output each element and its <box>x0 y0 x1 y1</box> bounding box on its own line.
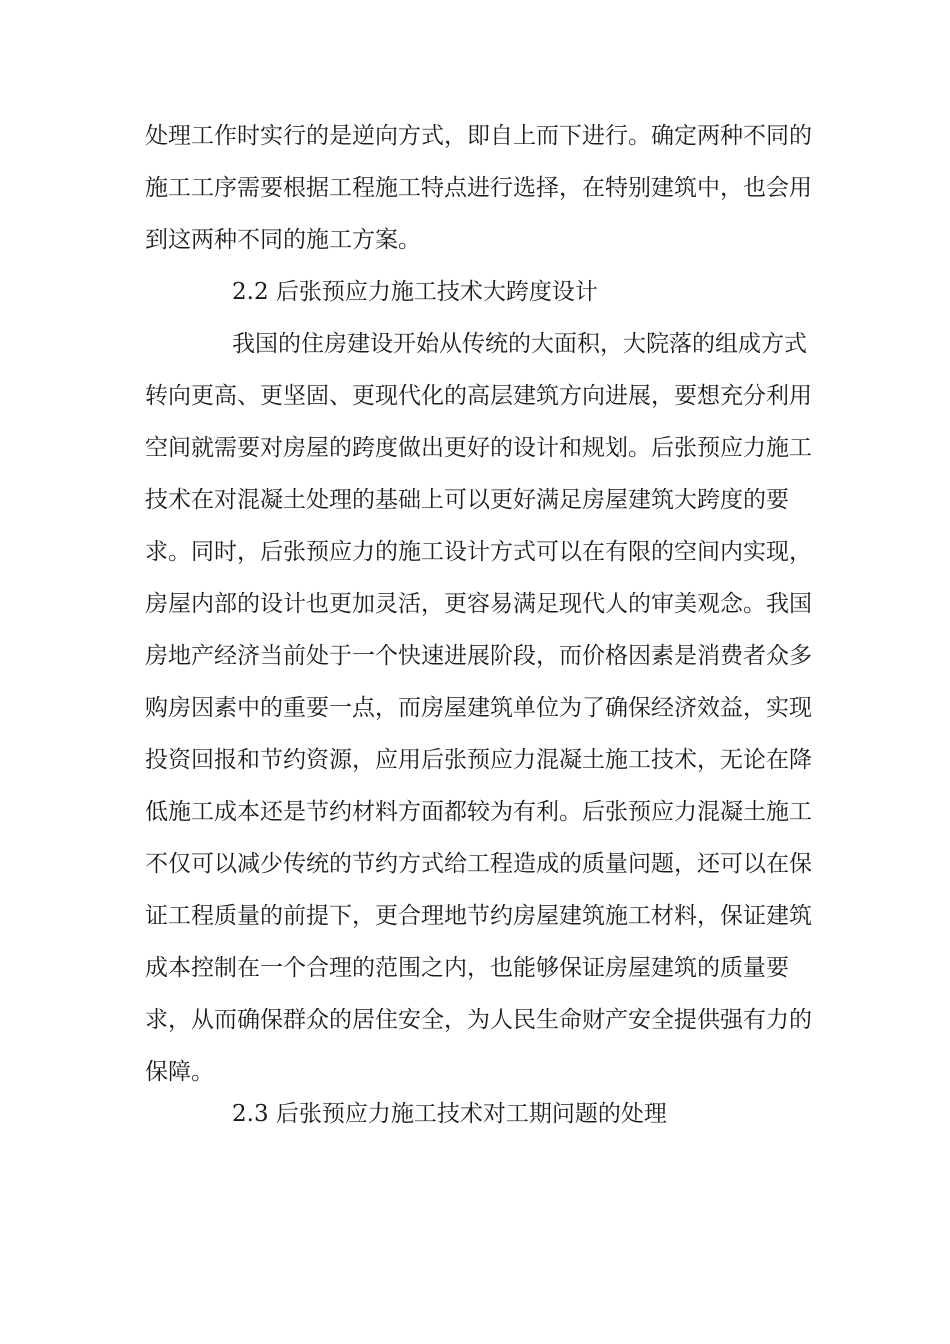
paragraph-line: 技术在对混凝土处理的基础上可以更好满足房屋建筑大跨度的要 <box>145 487 789 513</box>
paragraph-line: 求。同时，后张预应力的施工设计方式可以在有限的空间内实现， <box>145 539 812 565</box>
paragraph-line: 保障。 <box>145 1059 214 1085</box>
paragraph-line: 到这两种不同的施工方案。 <box>145 227 421 253</box>
paragraph-line: 空间就需要对房屋的跨度做出更好的设计和规划。后张预应力施工 <box>145 435 812 461</box>
paragraph-line: 施工工序需要根据工程施工特点进行选择，在特别建筑中，也会用 <box>145 175 812 201</box>
section-heading-2-3: 2.3 后张预应力施工技术对工期问题的处理 <box>232 1101 667 1127</box>
paragraph-line: 房地产经济当前处于一个快速进展阶段，而价格因素是消费者众多 <box>145 643 812 669</box>
paragraph-line: 转向更高、更坚固、更现代化的高层建筑方向进展，要想充分利用 <box>145 383 812 409</box>
paragraph-line: 不仅可以减少传统的节约方式给工程造成的质量问题，还可以在保 <box>145 851 812 877</box>
paragraph-line: 投资回报和节约资源，应用后张预应力混凝土施工技术，无论在降 <box>145 747 812 773</box>
paragraph-line: 低施工成本还是节约材料方面都较为有利。后张预应力混凝土施工 <box>145 799 812 825</box>
section-2-2-paragraph <box>145 318 812 1098</box>
paragraph-line: 购房因素中的重要一点，而房屋建筑单位为了确保经济效益，实现 <box>145 695 812 721</box>
paragraph-line: 证工程质量的前提下，更合理地节约房屋建筑施工材料，保证建筑 <box>145 903 812 929</box>
paragraph-line: 成本控制在一个合理的范围之内，也能够保证房屋建筑的质量要 <box>145 955 789 981</box>
paragraph-line: 处理工作时实行的是逆向方式，即自上而下进行。确定两种不同的 <box>145 123 812 149</box>
intro-paragraph <box>145 110 812 266</box>
paragraph-line: 房屋内部的设计也更加灵活，更容易满足现代人的审美观念。我国 <box>145 591 812 617</box>
paragraph-line: 求，从而确保群众的居住安全，为人民生命财产安全提供强有力的 <box>145 1007 812 1033</box>
section-heading-2-2: 2.2 后张预应力施工技术大跨度设计 <box>232 279 598 305</box>
paragraph-line: 我国的住房建设开始从传统的大面积，大院落的组成方式 <box>232 331 807 357</box>
